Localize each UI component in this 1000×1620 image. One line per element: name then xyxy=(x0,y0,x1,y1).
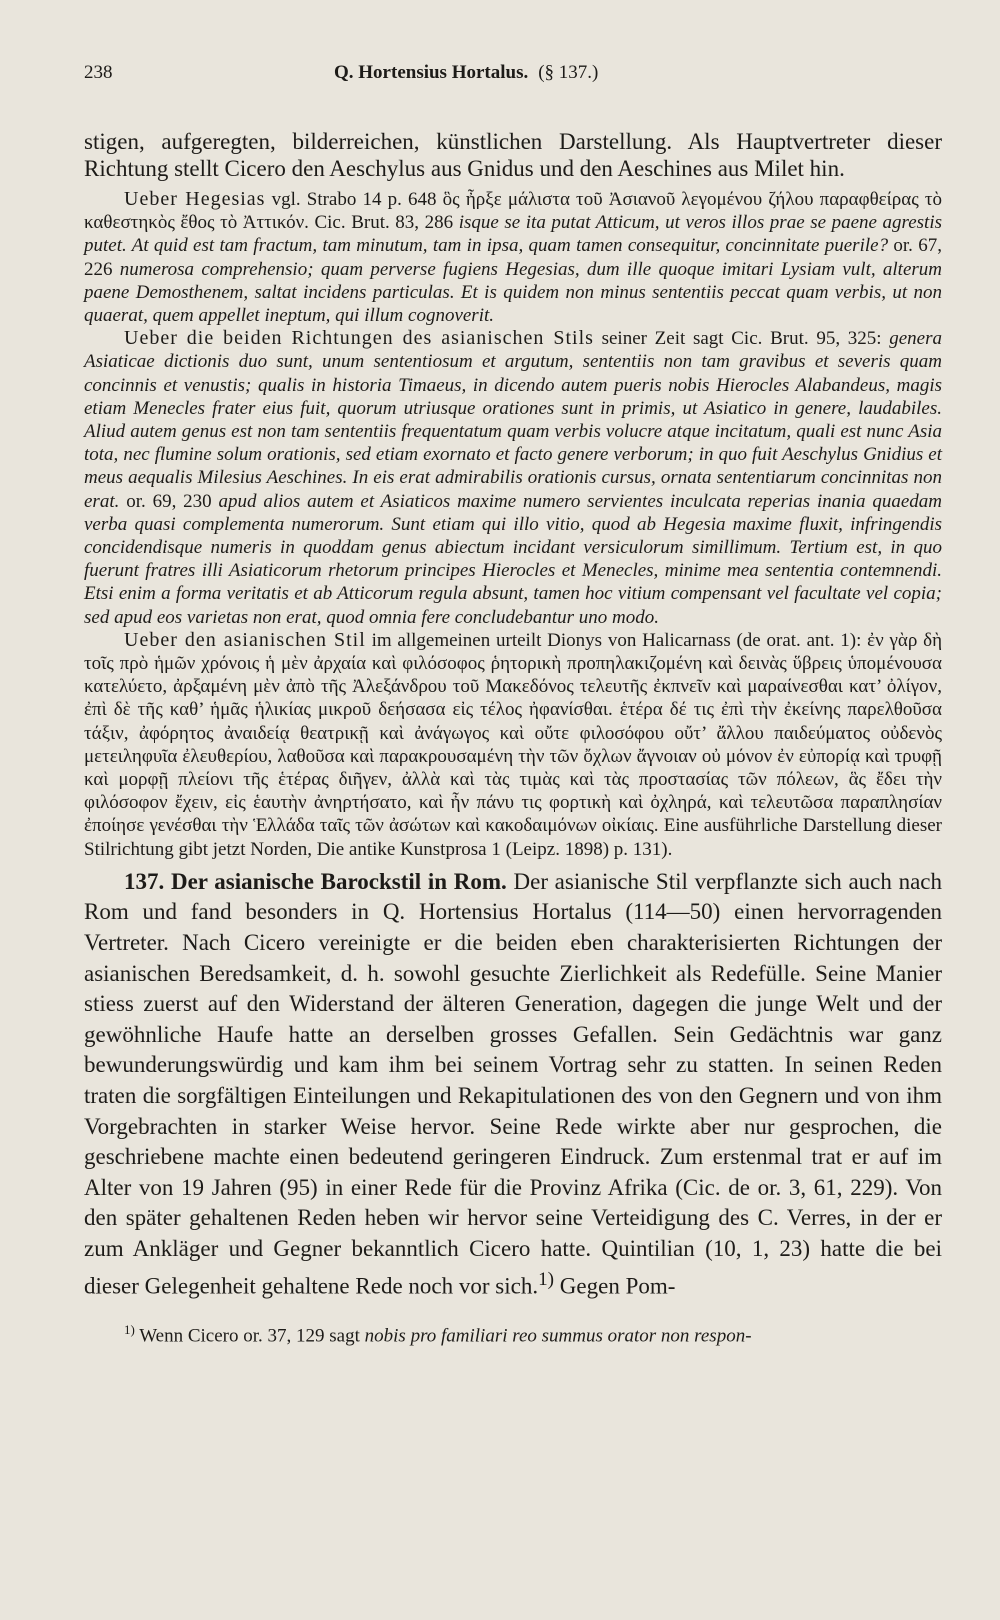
latin-quote: numerosa comprehensio; quam perverse fugiens Hegesias, dum ille quoque imitari Lysiam vult, alterum paene Demosthenem, saltat incidens particulas. Et is quidem non minus sententiis peccat quam verbis, ut non quaerat, quem appellet ineptum, qui illum cognoverit. xyxy=(84,258,943,327)
note-text: seiner Zeit sagt Cic. Brut. 95, 325: xyxy=(601,328,882,350)
footnote xyxy=(84,1318,942,1348)
note-text: im allgemeinen urteilt Dionys von Halicarnass (de orat. ant. 1): ἐν γὰρ δὴ τοῖς πρὸ ἡμῶν χρόνοις ἡ μὲν ἀρχαία καὶ φιλόσοφος ῥητορικὴ προπηλακιζομένη καὶ δεινὰς ὕβρεις ὑπομένουσα κατελύετο, ἀρξαμένη μὲν ἀπὸ τῆς Ἀλεξάνδρου τοῦ Μακεδόνος τελευτῆς ἐκπνεῖν καὶ μαραίνεσθαι κατ’ ὀλίγον, ἐπὶ δὲ τῆς καθ’ ἡμᾶς ἡλικίας μικροῦ δεήσασα εἰς τέλος ἠφανίσθαι. ἑτέρα δέ τις ἐπὶ τὴν ἐκείνης παρελθοῦσα τάξιν, ἀφόρητος ἀναιδείᾳ θεατρικῇ καὶ ἀνάγωγος καὶ οὔτε φιλοσόφου οὔτ’ ἄλλου παιδεύματος οὐδενὸς μετειληφυῖα ἐλευθερίου, λαθοῦσα καὶ παρακρουσαμένη τὴν τῶν ὄχλων ἄγνοιαν οὐ μόνον ἐν εὐπορίᾳ καὶ τρυφῇ καὶ μορφῇ πλείονι τῆς ἑτέρας διῆγεν, ἀλλὰ καὶ τὰς τιμὰς καὶ τὰς προστασίας τῶν πόλεων, ἃς ἔδει τὴν φιλόσοφον ἔχειν, εἰς ἑαυτὴν ἀνηρτήσατο, καὶ ἦν πάνυ τις φορτικὴ καὶ ὀχληρά, καὶ τελευτῶσα παραπλησίαν ἐποίησε γενέσθαι τὴν Ἑλλάδα ταῖς τῶν ἀσώτων καὶ κακοδαιμόνων οἰκίαις. Eine ausführliche Darstellung dieser Stilrichtung gibt jetzt Norden, Die antike Kunstprosa 1 (Leipz. 1898) p. 131). xyxy=(84,629,943,860)
running-title: Q. Hortensius Hortalus. xyxy=(334,62,529,83)
intro-paragraph: stigen, aufgeregten, bilderreichen, künstlichen Darstellung. Als Hauptvertreter dieser Richtung stellt Cicero den Aeschylus aus Gnidus und den Aeschines aus Milet hin. xyxy=(84,129,942,181)
note-lead: Ueber die beiden Richtungen des asianischen Stils xyxy=(124,327,594,350)
note-lead: Ueber Hegesias xyxy=(124,188,266,210)
section-reference: (§ 137.) xyxy=(538,62,599,83)
note-text: vgl. Strabo 14 p. 648 ὃς ἦρξε μάλιστα τοῦ Ἀσιανοῦ λεγομένου ζήλου παραφθείρας τὸ καθεστηκὸς ἔθος τὸ Ἀττικόν. Cic. Brut. 83, 286 xyxy=(84,189,942,234)
citation: or. 69, 230 xyxy=(126,490,212,512)
latin-quote: apud alios autem et Asiaticos maxime numero servientes inculcata reperias inania quaedam verba quasi complementa numerorum. Sunt etiam qui illo vitio, quod ab Hegesia maxime fluxit, infringendis concidendisque numeris in quoddam genus abiectum incidant versiculorum simillimum. Tertium est, in quo fuerunt fratres illi Asiaticorum rhetorum principes Hierocles et Menecles, minime mea sententia contemnendi. Etsi enim a forma veritatis et ab Atticorum regula absunt, tamen hoc vitium compensant vel facultate vel copia; sed apud eos varietas non erat, quod omnia fere concludebantur uno modo. xyxy=(84,490,943,628)
page-number: 238 xyxy=(84,62,113,83)
note-asian-style xyxy=(84,629,942,861)
section-number: 137. xyxy=(124,868,165,894)
footnote-text: Wenn Cicero or. 37, 129 sagt xyxy=(139,1325,360,1347)
footnote-marker: 1) xyxy=(538,1268,555,1290)
note-hegesias xyxy=(84,188,942,327)
section-text: Der asianische Stil verpflanzte sich auch nach Rom und fand besonders in Q. Hortensius Hortalus (114—50) einen hervorragenden Vertreter. Nach Cicero vereinigte er die beiden eben charakterisierten Richtungen der asianischen Beredsamkeit, d. h. sowohl gesuchte Zierlichkeit als Redefülle. Seine Manier stiess zuerst auf den Widerstand der älteren Generation, dagegen die junge Welt und der gewöhnliche Haufe hatte an derselben grosses Gefallen. Sein Gedächtnis war ganz bewunderungswürdig und kam ihm bei seinem Vortrag sehr zu statten. In seinen Reden traten die sorgfältigen Einteilungen und Rekapitulationen des von den Gegnern und von ihm Vorgebrachten in starker Weise hervor. Seine Rede wirkte aber nur gesprochen, die geschriebene machte einen bedeutend geringeren Eindruck. Zum erstenmal trat er auf im Alter von 19 Jahren (95) in einer Rede für die Provinz Afrika (Cic. de or. 3, 61, 229). Von den später gehaltenen Reden heben wir hervor seine Verteidigung des C. Verres, in der er zum Ankläger und Gegner bekanntlich Cicero hatte. Quintilian (10, 1, 23) hatte die bei dieser Gelegenheit gehaltene Rede noch vor sich. xyxy=(84,868,942,1299)
section-heading: Der asianische Barockstil in Rom. xyxy=(170,868,507,894)
note-two-directions xyxy=(84,327,942,629)
note-lead: Ueber den asianischen Stil xyxy=(124,628,366,651)
footnote-quote: nobis pro familiari reo summus orator non respon- xyxy=(364,1325,752,1347)
citation: or. 67, 226 xyxy=(84,235,943,280)
running-head xyxy=(84,62,942,84)
latin-quote: genera Asiaticae dictionis duo sunt, unum sententiosum et argutum, sententiis non tam gravibus et severis quam concinnis et venustis; qualis in historia Timaeus, in dicendo autem pueris nobis Hierocles Alabandeus, magis etiam Menecles frater eius fuit, quorum utriusque orationes sunt in primis, ut Asiatico in genere, laudabiles. Aliud autem genus est non tam sententiis frequentatum quam verbis volucre atque incitatum, quali est nunc Asia tota, nec flumine solum orationis, sed etiam exornato et facto genere verborum; in quo fuit Aeschylus Gnidius et meus aequalis Milesius Aeschines. In eis erat admirabilis orationis cursus, ornata sententiarum concinnitas non erat. xyxy=(84,328,943,512)
section-137 xyxy=(84,867,942,1302)
section-text-tail: Gegen Pom- xyxy=(559,1273,676,1299)
latin-quote: isque se ita putat Atticum, ut veros illos prae se paene agrestis putet. At quid est tam fractum, tam minutum, tam in ipsa, quam tamen consequitur, concinnitate puerile? xyxy=(84,212,943,257)
footnote-number: 1) xyxy=(124,1321,135,1337)
